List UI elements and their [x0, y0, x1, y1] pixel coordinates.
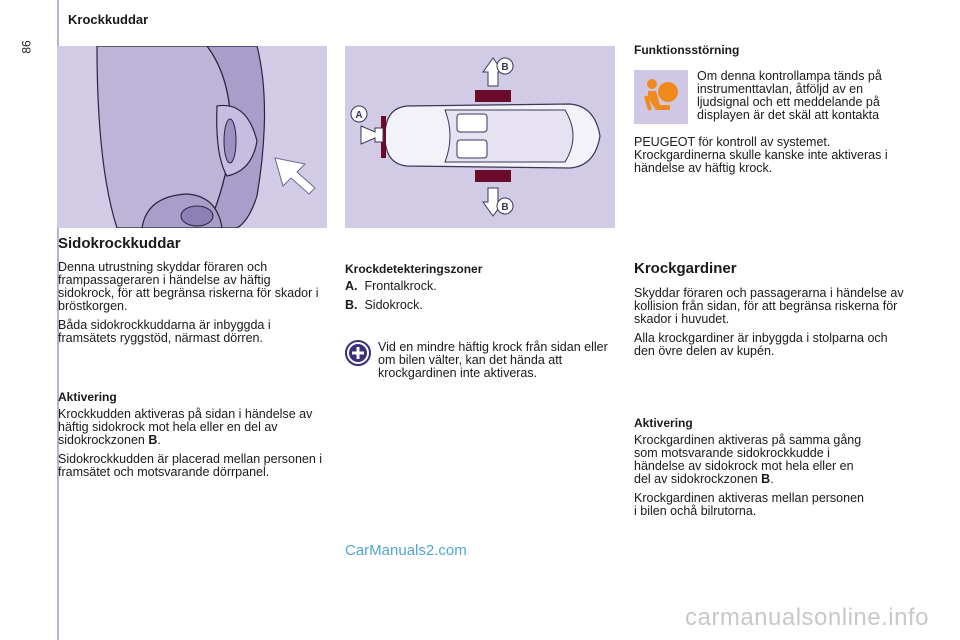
footer-watermark[interactable]: carmanualsonline.info [685, 604, 929, 631]
side-activation-title: Aktivering [58, 390, 117, 404]
zone-item-b: B. Sidokrock. [345, 298, 423, 312]
label-b-bottom: B [501, 202, 509, 213]
side-activation-text [58, 408, 328, 485]
zones-list [345, 280, 615, 318]
seat-illustration [57, 46, 327, 228]
page-header: Krockkuddar [68, 12, 149, 27]
malfunction-text-2: PEUGEOT för kontroll av systemet. Krockgardinerna skulle kanske inte aktiveras i händelse av häftig krock. [634, 135, 888, 175]
curtain-intro [634, 287, 909, 364]
info-plus-icon [345, 340, 371, 366]
side-airbags-para2: Båda sidokrockkuddarna är inbyggda i framsätets ryggstöd, närmast dörren. [58, 318, 271, 345]
seat-drawing [57, 46, 327, 228]
vehicle-drawing [345, 46, 615, 228]
carmanuals-watermark[interactable]: CarManuals2.com [345, 542, 467, 559]
vehicle-zones-diagram [345, 46, 615, 228]
curtain-activation-para1: Krockgardinen aktiveras på samma gång som motsvarande sidokrockkudde i händelse av sidokrock mot hela eller en del av sidokrockzonen B. [634, 433, 862, 486]
page-number: 86 [19, 40, 34, 54]
zones-note: Vid en mindre häftig krock från sidan eller om bilen välter, kan det hända att krockgardinen inte aktiveras. [378, 340, 608, 380]
curtain-title: Krockgardiner [634, 260, 737, 277]
curtain-para1: Skyddar föraren och passagerarna i händelse av kollision från sidan, för att begränsa riskerna för skador i huvudet. [634, 286, 904, 326]
side-activation-para1: Krockkudden aktiveras på sidan i händelse av häftig sidokrock mot hela eller en del av sidokrockzonen B. [58, 407, 313, 447]
malfunction-text-1: Om denna kontrollampa tänds på instrumenttavlan, åtföljd av en ljudsignal och ett meddelande på displayen är det skäl att kontakta [697, 69, 882, 122]
airbag-warning-icon [634, 70, 688, 124]
side-activation-para2: Sidokrockkudden är placerad mellan personen i framsätet och motsvarande dörrpanel. [58, 452, 323, 479]
zones-title: Krockdetekteringszoner [345, 262, 483, 276]
side-airbags-intro [58, 261, 328, 351]
zone-item-a: A. Frontalkrock. [345, 279, 437, 293]
label-a: A [355, 110, 363, 121]
curtain-activation-para2: Krockgardinen aktiveras mellan personen i bilen ochå bilrutorna. [634, 491, 864, 518]
side-airbags-title: Sidokrockkuddar [58, 235, 181, 252]
malfunction-title: Funktionsstörning [634, 43, 740, 57]
curtain-para2: Alla krockgardiner är inbyggda i stolparna och den övre delen av kupén. [634, 331, 888, 358]
side-airbags-para1: Denna utrustning skyddar föraren och frampassageraren i händelse av häftig sidokrock, för att begränsa riskerna för skador i bröstkorgen. [58, 260, 319, 313]
curtain-activation-title: Aktivering [634, 416, 693, 430]
curtain-activation-text [634, 434, 864, 524]
label-b-top: B [501, 62, 509, 73]
